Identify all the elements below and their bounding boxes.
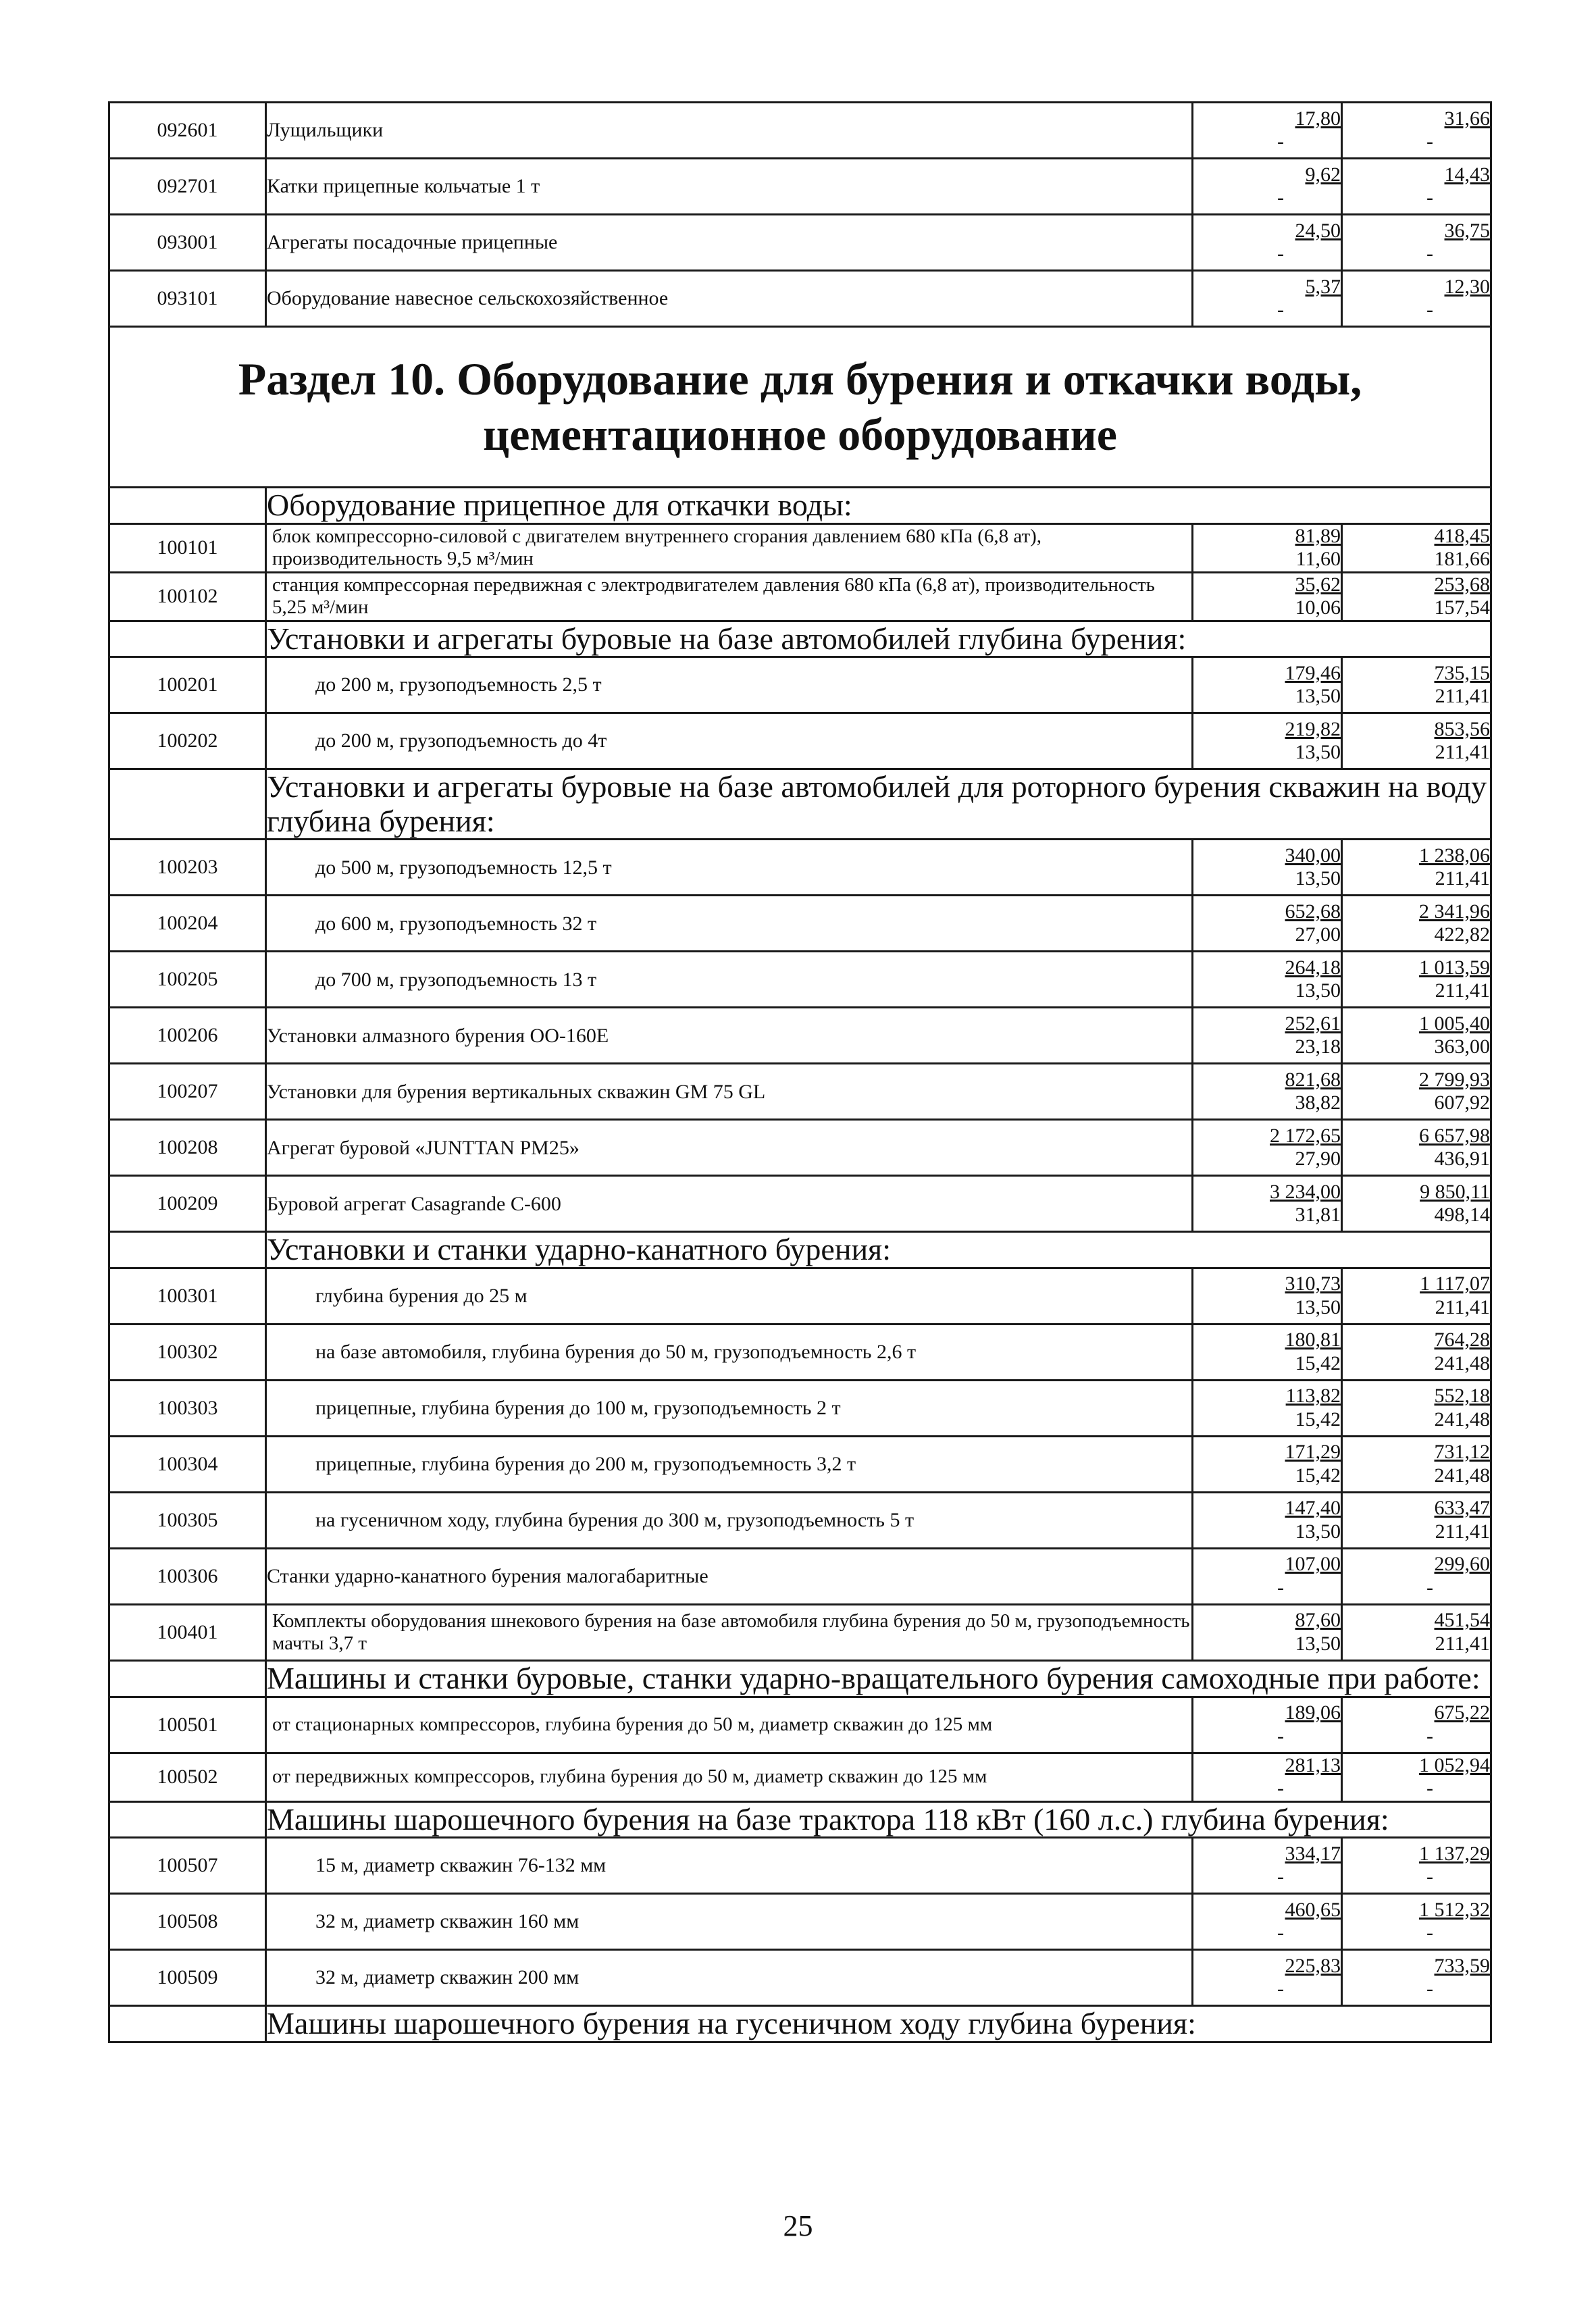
section-heading-row	[109, 327, 1491, 488]
item-code: 100208	[109, 1120, 266, 1176]
category-row	[109, 769, 1491, 840]
cost-cell	[1342, 215, 1491, 271]
cost-labor-value: 241,48	[1434, 1352, 1490, 1374]
rate-value: 821,68	[1285, 1068, 1341, 1091]
item-name: Оборудование навесное сельскохозяйственное	[266, 271, 1193, 327]
rate-cell	[1193, 1950, 1342, 2006]
item-code: 100508	[109, 1894, 266, 1950]
category-row	[109, 1232, 1491, 1268]
section-heading-line-1: Раздел 10. Оборудование для бурения и откачки воды,	[238, 353, 1362, 405]
cost-labor-value: 211,41	[1435, 979, 1490, 1002]
category-row	[109, 621, 1491, 657]
cost-cell	[1342, 1753, 1491, 1801]
rate-cell	[1193, 1380, 1342, 1436]
rate-labor-value: 38,82	[1295, 1091, 1341, 1114]
category-code-cell	[109, 621, 266, 657]
cost-cell	[1342, 1604, 1491, 1660]
category-heading: Машины и станки буровые, станки ударно-вращательного бурения самоходные при работе:	[266, 1660, 1491, 1697]
table-row	[109, 159, 1491, 215]
item-name: Установки алмазного бурения ОО-160Е	[266, 1008, 1193, 1064]
rate-labor-value: 13,50	[1295, 867, 1341, 890]
table-row	[109, 572, 1491, 621]
cost-labor-value: 422,82	[1434, 923, 1490, 946]
item-code: 100501	[109, 1697, 266, 1753]
item-name: до 700 м, грузоподъемность 13 т	[266, 952, 1193, 1008]
item-name: глубина бурения до 25 м	[266, 1268, 1193, 1324]
cost-labor-value: 436,91	[1434, 1148, 1490, 1171]
cost-labor-value: -	[1426, 1866, 1433, 1888]
cost-value: 731,12	[1434, 1441, 1490, 1464]
item-code: 100507	[109, 1838, 266, 1894]
rate-value: 252,61	[1285, 1012, 1341, 1035]
rate-labor-value: -	[1277, 1724, 1284, 1747]
table-row	[109, 1064, 1491, 1120]
cost-labor-value: 211,41	[1435, 867, 1490, 890]
item-name: от передвижных компрессоров, глубина бурения до 50 м, диаметр скважин до 125 мм	[266, 1753, 1193, 1801]
cost-labor-value: 211,41	[1435, 1295, 1490, 1318]
item-code: 100201	[109, 657, 266, 713]
rate-cell	[1193, 1492, 1342, 1548]
cost-labor-value: -	[1426, 186, 1433, 209]
rate-cell	[1193, 1008, 1342, 1064]
item-code: 100302	[109, 1324, 266, 1380]
item-name: до 200 м, грузоподъемность 2,5 т	[266, 657, 1193, 713]
item-code: 100305	[109, 1492, 266, 1548]
rate-cell	[1193, 103, 1342, 159]
rate-labor-value: 23,18	[1295, 1035, 1341, 1058]
rate-labor-value: -	[1277, 1576, 1284, 1599]
cost-value: 1 013,59	[1419, 956, 1490, 979]
section-heading	[109, 327, 1491, 488]
category-heading: Установки и агрегаты буровые на базе автомобилей глубина бурения:	[266, 621, 1491, 657]
rate-labor-value: 15,42	[1295, 1352, 1341, 1374]
rate-cell	[1193, 896, 1342, 952]
rate-labor-value: -	[1277, 186, 1284, 209]
rate-value: 281,13	[1285, 1753, 1341, 1776]
cost-cell	[1342, 1492, 1491, 1548]
rate-cell	[1193, 523, 1342, 572]
item-name: станция компрессорная передвижная с электродвигателем давления 680 кПа (6,8 ат), производительность 5,25 м³/мин	[266, 572, 1193, 621]
rate-cell	[1193, 1064, 1342, 1120]
item-name: прицепные, глубина бурения до 100 м, грузоподъемность 2 т	[266, 1380, 1193, 1436]
rate-labor-value: -	[1277, 1978, 1284, 2001]
rate-value: 3 234,00	[1270, 1180, 1341, 1203]
table-row	[109, 840, 1491, 896]
rate-value: 87,60	[1295, 1609, 1341, 1632]
item-name: на базе автомобиля, глубина бурения до 50 м, грузоподъемность 2,6 т	[266, 1324, 1193, 1380]
rate-value: 189,06	[1285, 1701, 1341, 1724]
cost-value: 633,47	[1434, 1497, 1490, 1520]
rate-cell	[1193, 1120, 1342, 1176]
item-name: Катки прицепные кольчатые 1 т	[266, 159, 1193, 215]
rate-value: 180,81	[1285, 1329, 1341, 1352]
rate-cell	[1193, 1176, 1342, 1232]
item-name: блок компрессорно-силовой с двигателем внутреннего сгорания давлением 680 кПа (6,8 ат), производительность 9,5 м³/мин	[266, 523, 1193, 572]
item-name: на гусеничном ходу, глубина бурения до 300 м, грузоподъемность 5 т	[266, 1492, 1193, 1548]
cost-cell	[1342, 896, 1491, 952]
table-row	[109, 103, 1491, 159]
item-name: до 500 м, грузоподъемность 12,5 т	[266, 840, 1193, 896]
cost-labor-value: 241,48	[1434, 1464, 1490, 1487]
cost-labor-value: 211,41	[1435, 1632, 1490, 1655]
category-row	[109, 1660, 1491, 1697]
cost-value: 1 005,40	[1419, 1012, 1490, 1035]
cost-labor-value: -	[1426, 130, 1433, 153]
item-name: прицепные, глубина бурения до 200 м, грузоподъемность 3,2 т	[266, 1436, 1193, 1492]
item-code: 100204	[109, 896, 266, 952]
table-row	[109, 1548, 1491, 1604]
table-row	[109, 1950, 1491, 2006]
cost-value: 36,75	[1444, 219, 1490, 242]
rate-value: 147,40	[1285, 1497, 1341, 1520]
item-code: 100509	[109, 1950, 266, 2006]
cost-labor-value: -	[1426, 242, 1433, 265]
cost-value: 418,45	[1434, 524, 1490, 547]
rate-value: 107,00	[1285, 1553, 1341, 1576]
cost-value: 14,43	[1444, 163, 1490, 186]
item-code: 100102	[109, 572, 266, 621]
cost-value: 764,28	[1434, 1329, 1490, 1352]
item-name: Лущильщики	[266, 103, 1193, 159]
rate-labor-value: 31,81	[1295, 1204, 1341, 1227]
rate-cell	[1193, 215, 1342, 271]
item-code: 100205	[109, 952, 266, 1008]
table-row	[109, 713, 1491, 769]
cost-labor-value: 363,00	[1434, 1035, 1490, 1058]
rate-value: 113,82	[1285, 1385, 1341, 1408]
item-name: до 200 м, грузоподъемность до 4т	[266, 713, 1193, 769]
rate-cell	[1193, 572, 1342, 621]
item-name: Станки ударно-канатного бурения малогабаритные	[266, 1548, 1193, 1604]
cost-cell	[1342, 1380, 1491, 1436]
category-code-cell	[109, 2006, 266, 2042]
item-name: Буровой агрегат Casagrande C-600	[266, 1176, 1193, 1232]
cost-cell	[1342, 103, 1491, 159]
table-row	[109, 1008, 1491, 1064]
rate-labor-value: 10,06	[1295, 596, 1341, 619]
category-row	[109, 1801, 1491, 1838]
cost-cell	[1342, 572, 1491, 621]
rate-labor-value: 27,00	[1295, 923, 1341, 946]
item-name: 32 м, диаметр скважин 160 мм	[266, 1894, 1193, 1950]
category-code-cell	[109, 1232, 266, 1268]
table-row	[109, 1120, 1491, 1176]
cost-cell	[1342, 657, 1491, 713]
item-code: 100202	[109, 713, 266, 769]
table-row	[109, 1753, 1491, 1801]
cost-labor-value: 211,41	[1435, 1520, 1490, 1543]
category-heading: Установки и агрегаты буровые на базе автомобилей для роторного бурения скважин на воду глубина бурения:	[266, 769, 1491, 840]
table-row	[109, 1436, 1491, 1492]
table-row	[109, 1838, 1491, 1894]
rate-labor-value: -	[1277, 299, 1284, 321]
cost-labor-value: -	[1426, 1777, 1433, 1800]
category-heading: Установки и станки ударно-канатного бурения:	[266, 1232, 1491, 1268]
item-name: 32 м, диаметр скважин 200 мм	[266, 1950, 1193, 2006]
table-row	[109, 1894, 1491, 1950]
item-code: 100209	[109, 1176, 266, 1232]
cost-value: 1 512,32	[1419, 1898, 1490, 1921]
item-code: 100203	[109, 840, 266, 896]
cost-cell	[1342, 1697, 1491, 1753]
rate-cell	[1193, 1604, 1342, 1660]
rate-labor-value: -	[1277, 1777, 1284, 1800]
cost-cell	[1342, 523, 1491, 572]
item-code: 100206	[109, 1008, 266, 1064]
rate-value: 5,37	[1305, 275, 1341, 298]
cost-value: 31,66	[1444, 107, 1490, 130]
cost-value: 733,59	[1434, 1954, 1490, 1977]
rate-labor-value: 11,60	[1295, 548, 1341, 571]
cost-value: 6 657,98	[1419, 1124, 1490, 1147]
table-row	[109, 657, 1491, 713]
cost-cell	[1342, 1548, 1491, 1604]
rate-cell	[1193, 159, 1342, 215]
rate-cell	[1193, 952, 1342, 1008]
category-code-cell	[109, 1660, 266, 1697]
rate-value: 334,17	[1285, 1842, 1341, 1865]
category-row	[109, 2006, 1491, 2042]
rate-cell	[1193, 840, 1342, 896]
cost-value: 451,54	[1434, 1609, 1490, 1632]
item-name: Установки для бурения вертикальных скважин GM 75 GL	[266, 1064, 1193, 1120]
cost-cell	[1342, 1436, 1491, 1492]
cost-cell	[1342, 713, 1491, 769]
item-name: от стационарных компрессоров, глубина бурения до 50 м, диаметр скважин до 125 мм	[266, 1697, 1193, 1753]
cost-labor-value: -	[1426, 299, 1433, 321]
rate-value: 35,62	[1295, 573, 1341, 596]
table-row	[109, 1324, 1491, 1380]
cost-cell	[1342, 1176, 1491, 1232]
cost-cell	[1342, 1008, 1491, 1064]
cost-labor-value: 607,92	[1434, 1091, 1490, 1114]
cost-labor-value: -	[1426, 1978, 1433, 2001]
cost-value: 675,22	[1434, 1701, 1490, 1724]
rate-value: 310,73	[1285, 1272, 1341, 1295]
category-heading: Оборудование прицепное для откачки воды:	[266, 488, 1491, 524]
cost-value: 1 052,94	[1419, 1753, 1490, 1776]
category-heading: Машины шарошечного бурения на гусеничном ходу глубина бурения:	[266, 2006, 1491, 2042]
cost-cell	[1342, 840, 1491, 896]
item-code: 093101	[109, 271, 266, 327]
cost-labor-value: 157,54	[1434, 596, 1490, 619]
item-code: 100101	[109, 523, 266, 572]
cost-labor-value: 211,41	[1435, 741, 1490, 764]
rate-labor-value: -	[1277, 130, 1284, 153]
cost-value: 12,30	[1444, 275, 1490, 298]
rate-cell	[1193, 1268, 1342, 1324]
item-code: 100207	[109, 1064, 266, 1120]
cost-value: 2 799,93	[1419, 1068, 1490, 1091]
item-code: 100304	[109, 1436, 266, 1492]
cost-cell	[1342, 271, 1491, 327]
rate-value: 340,00	[1285, 844, 1341, 867]
cost-value: 735,15	[1434, 661, 1490, 684]
item-name: Агрегаты посадочные прицепные	[266, 215, 1193, 271]
rate-value: 219,82	[1285, 717, 1341, 740]
cost-value: 1 137,29	[1419, 1842, 1490, 1865]
cost-cell	[1342, 1268, 1491, 1324]
rate-value: 2 172,65	[1270, 1124, 1341, 1147]
rate-cell	[1193, 1436, 1342, 1492]
page-number: 25	[783, 2209, 813, 2242]
table-row	[109, 896, 1491, 952]
rate-value: 17,80	[1295, 107, 1341, 130]
cost-value: 1 117,07	[1420, 1272, 1490, 1295]
item-code: 100301	[109, 1268, 266, 1324]
price-table	[108, 101, 1492, 2043]
table-row	[109, 271, 1491, 327]
category-code-cell	[109, 488, 266, 524]
cost-labor-value: 498,14	[1434, 1204, 1490, 1227]
rate-labor-value: 15,42	[1295, 1408, 1341, 1431]
section-heading-line-2: цементационное оборудование	[483, 408, 1117, 460]
item-code: 100401	[109, 1604, 266, 1660]
cost-cell	[1342, 1950, 1491, 2006]
rate-value: 225,83	[1285, 1954, 1341, 1977]
cost-value: 9 850,11	[1420, 1180, 1490, 1203]
rate-value: 460,65	[1285, 1898, 1341, 1921]
cost-cell	[1342, 1120, 1491, 1176]
cost-labor-value: -	[1426, 1576, 1433, 1599]
rate-labor-value: 27,90	[1295, 1148, 1341, 1171]
table-row	[109, 1492, 1491, 1548]
rate-cell	[1193, 1838, 1342, 1894]
cost-cell	[1342, 1838, 1491, 1894]
price-table-body	[109, 103, 1491, 2042]
rate-value: 9,62	[1305, 163, 1341, 186]
rate-cell	[1193, 1548, 1342, 1604]
rate-labor-value: 15,42	[1295, 1464, 1341, 1487]
rate-labor-value: 13,50	[1295, 1632, 1341, 1655]
category-code-cell	[109, 769, 266, 840]
table-row	[109, 952, 1491, 1008]
table-row	[109, 215, 1491, 271]
item-code: 092601	[109, 103, 266, 159]
rate-cell	[1193, 657, 1342, 713]
item-code: 100306	[109, 1548, 266, 1604]
cost-labor-value: 241,48	[1434, 1408, 1490, 1431]
item-code: 100502	[109, 1753, 266, 1801]
cost-cell	[1342, 1324, 1491, 1380]
rate-labor-value: 13,50	[1295, 1520, 1341, 1543]
rate-cell	[1193, 1324, 1342, 1380]
item-name: до 600 м, грузоподъемность 32 т	[266, 896, 1193, 952]
table-row	[109, 1268, 1491, 1324]
cost-value: 1 238,06	[1419, 844, 1490, 867]
rate-value: 179,46	[1285, 661, 1341, 684]
table-row	[109, 1176, 1491, 1232]
item-name: Агрегат буровой «JUNTTAN PM25»	[266, 1120, 1193, 1176]
category-heading: Машины шарошечного бурения на базе трактора 118 кВт (160 л.с.) глубина бурения:	[266, 1801, 1491, 1838]
rate-value: 81,89	[1295, 524, 1341, 547]
cost-cell	[1342, 1064, 1491, 1120]
cost-cell	[1342, 1894, 1491, 1950]
rate-value: 652,68	[1285, 900, 1341, 923]
table-row	[109, 1697, 1491, 1753]
rate-labor-value: -	[1277, 1866, 1284, 1888]
rate-cell	[1193, 713, 1342, 769]
cost-value: 853,56	[1434, 717, 1490, 740]
item-code: 093001	[109, 215, 266, 271]
rate-labor-value: -	[1277, 1922, 1284, 1945]
rate-value: 171,29	[1285, 1441, 1341, 1464]
rate-cell	[1193, 1753, 1342, 1801]
table-row	[109, 523, 1491, 572]
rate-cell	[1193, 271, 1342, 327]
table-row	[109, 1604, 1491, 1660]
cost-labor-value: 211,41	[1435, 685, 1490, 708]
rate-labor-value: 13,50	[1295, 979, 1341, 1002]
cost-cell	[1342, 952, 1491, 1008]
rate-value: 264,18	[1285, 956, 1341, 979]
rate-cell	[1193, 1894, 1342, 1950]
item-code: 092701	[109, 159, 266, 215]
rate-labor-value: 13,50	[1295, 741, 1341, 764]
category-code-cell	[109, 1801, 266, 1838]
cost-labor-value: -	[1426, 1724, 1433, 1747]
cost-value: 253,68	[1434, 573, 1490, 596]
item-name: Комплекты оборудования шнекового бурения на базе автомобиля глубина бурения до 50 м, грузоподъемность мачты 3,7 т	[266, 1604, 1193, 1660]
rate-labor-value: -	[1277, 242, 1284, 265]
cost-value: 552,18	[1434, 1385, 1490, 1408]
item-name: 15 м, диаметр скважин 76-132 мм	[266, 1838, 1193, 1894]
table-row	[109, 1380, 1491, 1436]
cost-value: 299,60	[1434, 1553, 1490, 1576]
rate-labor-value: 13,50	[1295, 685, 1341, 708]
item-code: 100303	[109, 1380, 266, 1436]
cost-labor-value: 181,66	[1434, 548, 1490, 571]
category-row	[109, 488, 1491, 524]
rate-cell	[1193, 1697, 1342, 1753]
cost-cell	[1342, 159, 1491, 215]
cost-labor-value: -	[1426, 1922, 1433, 1945]
rate-labor-value: 13,50	[1295, 1295, 1341, 1318]
rate-value: 24,50	[1295, 219, 1341, 242]
cost-value: 2 341,96	[1419, 900, 1490, 923]
